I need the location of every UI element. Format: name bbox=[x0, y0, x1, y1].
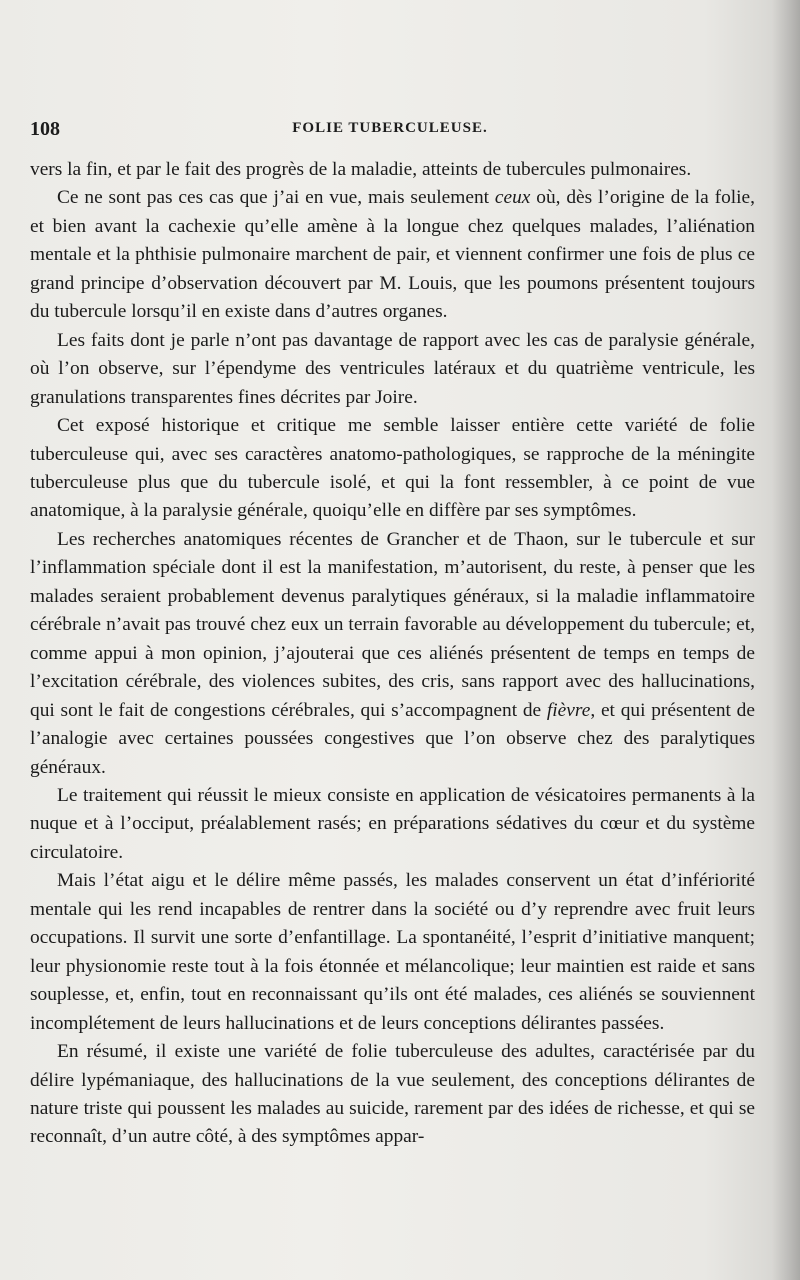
paragraph-2: Ce ne sont pas ces cas que j’ai en vue, mais seulement ceux où, dès l’origine de la folie, et bien avant la cachexie qu’elle amène à la longue chez quelques malades, l’aliénation mentale et la phthisie pulmonaire marchent de pair, et viennent confirmer une fois de plus ce grand principe d’observation découvert par M. Louis, que les poumons présentent toujours du tubercule lorsqu’il en existe dans d’autres organes. bbox=[30, 187, 756, 323]
page-header bbox=[30, 118, 750, 144]
paragraph-8: En résumé, il existe une variété de folie tuberculeuse des adultes, caractérisée par du délire lypémaniaque, des hallucinations de la vue seulement, des conceptions délirantes de nature triste qui poussent les malades au suicide, rarement par des idées de richesse, et qui se reconnaît, d’un autre côté, à des symptômes appar- bbox=[30, 1041, 755, 1148]
emphasis-fievre: fièvre bbox=[546, 699, 591, 721]
page-number: 108 bbox=[30, 118, 60, 140]
page-edge-shadow bbox=[772, 0, 800, 1280]
paragraph-3: Les faits dont je parle n’ont pas davantage de rapport avec les cas de paralysie générale, où l’on observe, sur l’épendyme des ventricules latéraux et du quatrième ventricule, les granulations transparentes fines décrites par Joire. bbox=[30, 329, 755, 408]
paragraph-6: Le traitement qui réussit le mieux consiste en application de vésicatoires permanents à la nuque et à l’occiput, préalablement rasés; en préparations sédatives du cœur et du système circulatoire. bbox=[30, 784, 755, 863]
paragraph-1: vers la fin, et par le fait des progrès de la maladie, atteints de tubercules pulmonaires. bbox=[30, 159, 692, 180]
paragraph-7: Mais l’état aigu et le délire même passés, les malades conservent un état d’infériorité mentale qui les rend incapables de rentrer dans la société ou d’y reprendre avec fruit leurs occupations. Il survit une sorte d’enfantillage. La spontanéité, l’esprit d’initiative manquent; leur physionomie reste tout à la fois étonnée et mélancolique; leur maintien est raide et sans souplesse, et, enfin, tout en reconnaissant qu’ils ont été malades, ces aliénés se souviennent incomplétement de leurs hallucinations et de leurs conceptions délirantes passées. bbox=[30, 870, 755, 1034]
emphasis-ceux: ceux bbox=[494, 187, 531, 209]
body-text bbox=[30, 156, 755, 1152]
paragraph-5: Les recherches anatomiques récentes de Grancher et de Thaon, sur le tubercule et sur l’inflammation spéciale dont il est la manifestation, m’autorisent, du reste, à penser que les malades seraient probablement devenus paralytiques généraux, si la maladie inflammatoire cérébrale n’avait pas trouvé chez eux un terrain favorable au développement du tubercule; et, comme appui à mon opinion, j’ajouterai que ces aliénés présentent de temps en temps de l’excitation cérébrale, des violences subites, des cris, sans rapport avec des hallucinations, qui sont le fait de congestions cérébrales, qui s’accompagnent de fièvre, et qui présentent de l’analogie avec certaines poussées congestives que l’on observe chez des paralytiques généraux. bbox=[30, 528, 755, 778]
running-title: FOLIE TUBERCULEUSE. bbox=[292, 120, 488, 136]
paragraph-4: Cet exposé historique et critique me semble laisser entière cette variété de folie tuberculeuse qui, avec ses caractères anatomo-pathologiques, se rapproche de la méningite tuberculeuse plus que du tubercule isolé, et qui la font ressembler, à ce point de vue anatomique, à la paralysie générale, quoiqu’elle en diffère par ses symptômes. bbox=[30, 415, 755, 522]
